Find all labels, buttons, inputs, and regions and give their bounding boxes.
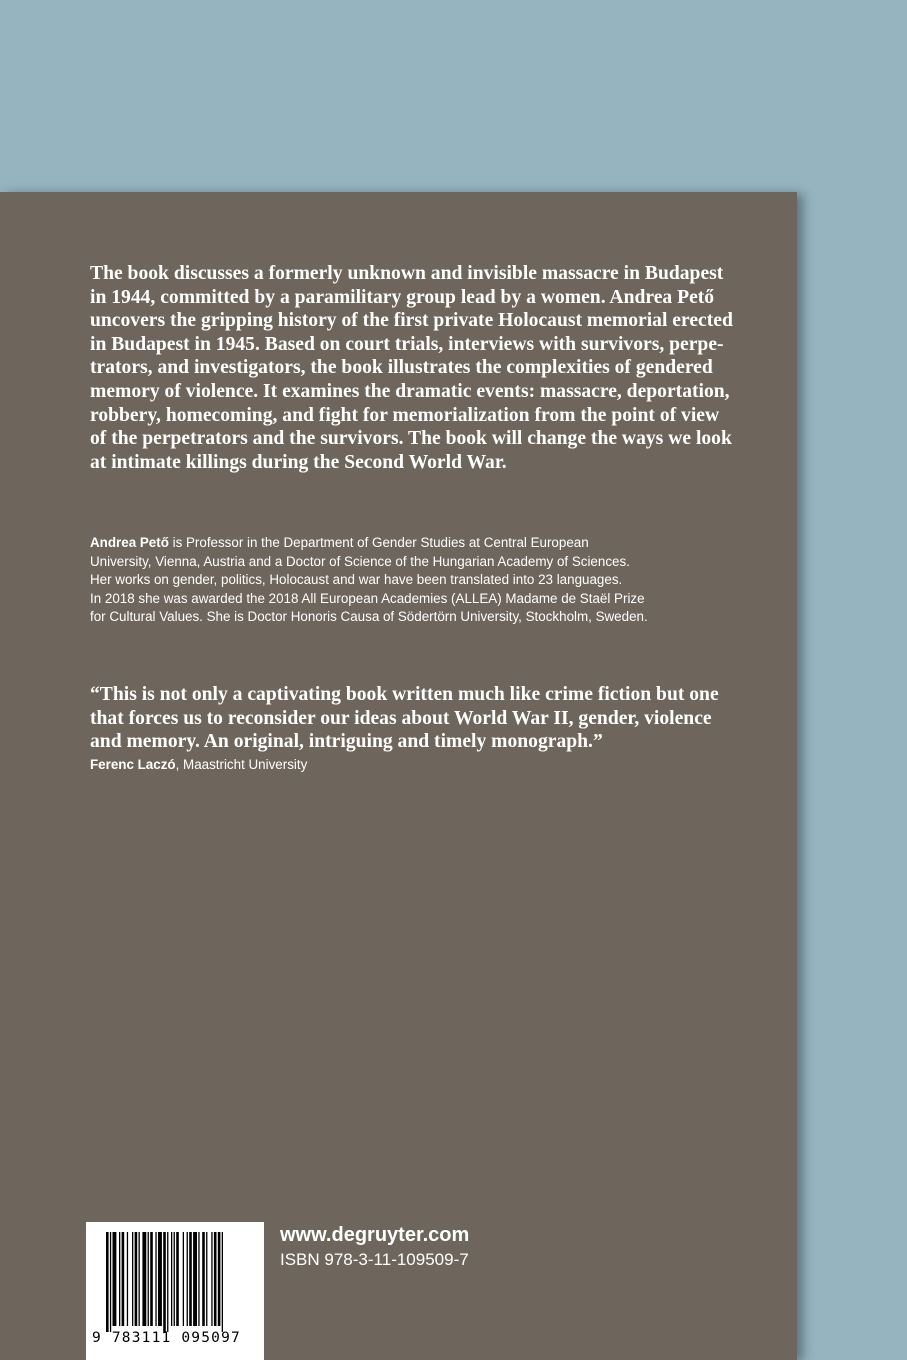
barcode-bar — [163, 1232, 166, 1332]
barcode-bar — [211, 1232, 212, 1326]
barcode-bar — [135, 1232, 138, 1326]
barcode-bar — [167, 1232, 168, 1332]
barcode-bar — [183, 1232, 184, 1326]
quote-line: and memory. An original, intriguing and timely monograph.” — [90, 731, 603, 753]
quote-line: that forces us to reconsider our ideas about World War II, gender, violence — [90, 707, 712, 729]
description-line: of the perpetrators and the survivors. The book will change the ways we look — [90, 428, 732, 450]
barcode-bar — [202, 1232, 205, 1326]
barcode-bar — [198, 1232, 199, 1326]
barcode-bar — [206, 1232, 207, 1326]
description-line: memory of violence. It examines the dramatic events: massacre, deportation, — [90, 380, 730, 402]
quote-affiliation: , Maastricht University — [175, 757, 308, 772]
bio-line: for Cultural Values. She is Doctor Honoris Causa of Södertörn University, Stockholm, Sweden. — [90, 609, 648, 624]
barcode-bar — [174, 1232, 175, 1326]
bio-line: In 2018 she was awarded the 2018 All European Academies (ALLEA) Madame de Staël Prize — [90, 590, 645, 606]
barcode-bar — [214, 1232, 217, 1326]
description-line: at intimate killings during the Second World War. — [90, 451, 507, 473]
barcode-bar — [150, 1232, 153, 1326]
bio-line: University, Vienna, Austria and a Doctor of Science of the Hungarian Academy of Sciences. — [90, 553, 630, 569]
barcode-bar — [176, 1232, 179, 1326]
barcode-bar — [187, 1232, 188, 1326]
description-line: uncovers the gripping history of the first private Holocaust memorial erected — [90, 310, 733, 332]
description-line: robbery, homecoming, and fight for memorialization from the point of view — [90, 404, 720, 426]
isbn-barcode — [86, 1222, 264, 1360]
barcode-bar — [106, 1232, 109, 1332]
bio-line: Her works on gender, politics, Holocaust and war have been translated into 23 languages. — [90, 572, 623, 587]
isbn-number: ISBN 978-3-11-109509-7 — [280, 1250, 469, 1269]
barcode-bar — [142, 1232, 146, 1326]
barcode-bar — [193, 1232, 197, 1326]
barcode-bar — [189, 1232, 192, 1326]
barcode-bar — [139, 1232, 140, 1326]
barcode-number: 9 783111 095097 — [92, 1330, 241, 1346]
author-name: Andrea Pető — [90, 535, 169, 550]
description-line: The book discusses a formerly unknown and invisible massacre in Budapest — [90, 263, 724, 284]
barcode-bar — [171, 1232, 172, 1326]
barcode-bar — [132, 1232, 133, 1326]
barcode-bar — [155, 1232, 156, 1326]
author-bio — [90, 534, 730, 627]
bio-first-line-text: is Professor in the Department of Gender Studies at Central European — [168, 535, 589, 550]
barcode-bar — [119, 1232, 120, 1326]
publisher-url[interactable]: www.degruyter.com — [280, 1224, 470, 1246]
barcode-bar — [158, 1232, 162, 1326]
quote-line: “This is not only a captivating book written much like crime fiction but one — [90, 684, 719, 705]
barcode-bar — [113, 1232, 117, 1326]
description-line: trators, and investigators, the book illustrates the complexities of gendered — [90, 357, 713, 379]
barcode-bar — [148, 1232, 149, 1326]
barcode-bar — [110, 1232, 111, 1332]
quote-author: Ferenc Laczó — [90, 757, 176, 772]
barcode-bars — [86, 1222, 264, 1332]
description-line: in Budapest in 1945. Based on court trials, interviews with survivors, perpe- — [90, 333, 724, 355]
barcode-bar — [218, 1232, 221, 1326]
quote-attribution — [90, 757, 307, 772]
description-line: in 1944, committed by a paramilitary group lead by a women. Andrea Pető — [90, 286, 715, 308]
endorsement-quote — [90, 683, 750, 754]
barcode-bar — [222, 1232, 223, 1332]
barcode-bar — [122, 1232, 125, 1326]
barcode-bar — [127, 1232, 128, 1326]
book-description — [90, 262, 733, 474]
bio-first-line — [90, 534, 730, 553]
